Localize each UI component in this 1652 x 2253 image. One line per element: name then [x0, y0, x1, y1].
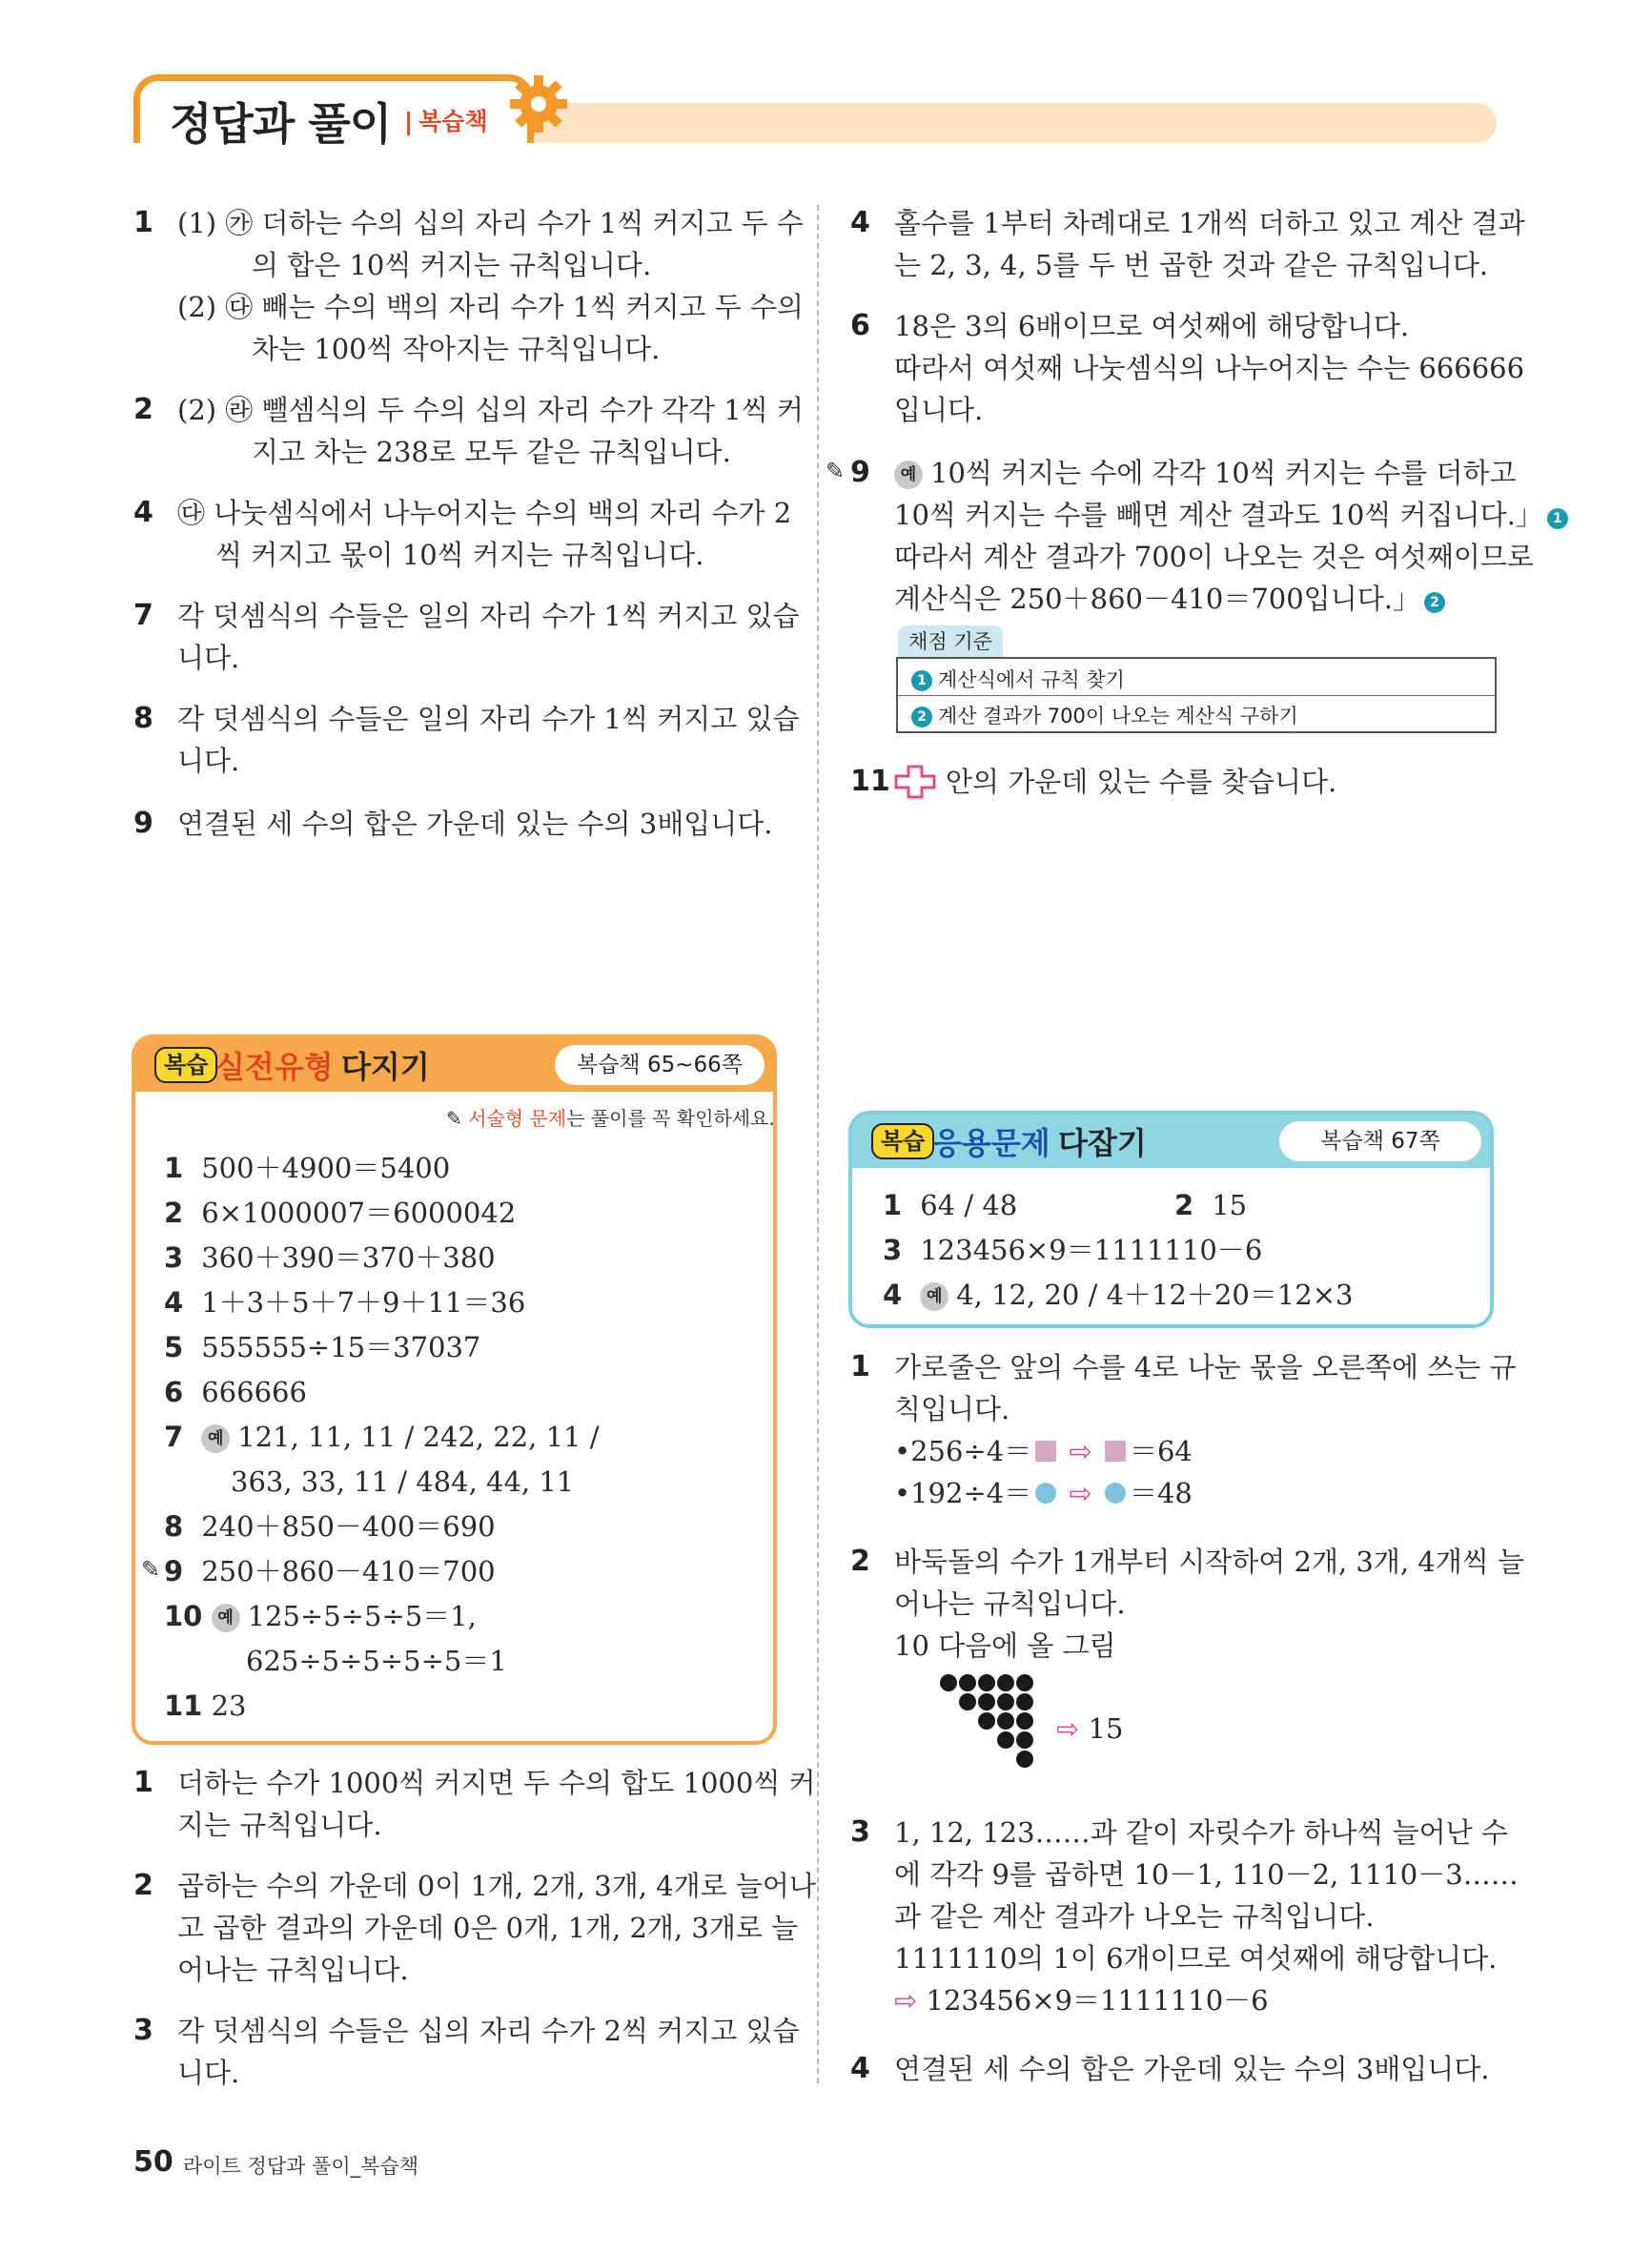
- square-symbol: [1035, 1441, 1056, 1462]
- practice-answer-2: 2 6×1000007＝6000042: [164, 1197, 517, 1229]
- practice-answer-11: 11 23: [164, 1690, 247, 1722]
- criterion-mark-2: 2: [1424, 592, 1445, 613]
- example-badge: 예: [201, 1424, 230, 1453]
- pencil-icon: ✎: [141, 1556, 161, 1583]
- example-badge: 예: [212, 1604, 240, 1632]
- practice-answer-5: 5 555555÷15＝37037: [164, 1331, 481, 1363]
- grading-row-2: 2 계산 결과가 700이 나오는 계산식 구하기: [911, 701, 1298, 729]
- practice-note: ✎ 서술형 문제는 풀이를 꼭 확인하세요.: [446, 1107, 775, 1130]
- stone-result: ⇨ 15: [1056, 1712, 1124, 1745]
- practice-answer-10-cont: 625÷5÷5÷5÷5＝1: [246, 1645, 507, 1677]
- review-badge: 복습: [871, 1123, 934, 1159]
- footer-text: 라이트 정답과 풀이_복습책: [183, 2155, 418, 2178]
- grading-divider: [898, 695, 1495, 696]
- cross-shape-icon: [894, 765, 936, 799]
- practice-answer-8: 8 240＋850－400＝690: [164, 1510, 496, 1543]
- practice-title-a: 실전유형: [215, 1049, 334, 1085]
- grading-row-1: 1 계산식에서 규칙 찾기: [911, 665, 1125, 693]
- circle-symbol: [1035, 1483, 1056, 1504]
- grading-title: 채점 기준: [898, 625, 1003, 658]
- page-number: 50: [133, 2145, 173, 2179]
- applied-answer-2: 2 15: [1174, 1189, 1248, 1221]
- practice-answer-10: 10 예 125÷5÷5÷5＝1,: [164, 1600, 477, 1632]
- applied-title-a: 응용문제: [932, 1125, 1050, 1161]
- arrow-icon: ⇨: [1056, 1712, 1080, 1745]
- pencil-icon: ✎: [446, 1107, 462, 1130]
- applied-answer-3: 3 123456×9＝1111110－6: [883, 1234, 1263, 1266]
- pencil-icon: ✎: [826, 458, 846, 484]
- practice-title-b: 다지기: [341, 1049, 430, 1085]
- column-divider: [817, 205, 819, 2083]
- criterion-mark-1: 1: [1547, 508, 1568, 529]
- practice-answer-3: 3 360＋390＝370＋380: [164, 1241, 496, 1274]
- example-badge: 예: [920, 1282, 948, 1311]
- practice-answer-6: 6 666666: [164, 1376, 307, 1408]
- gear-icon: [507, 72, 570, 135]
- practice-answer-1: 1 500＋4900＝5400: [164, 1152, 451, 1184]
- square-symbol: [1105, 1441, 1126, 1462]
- example-badge: 예: [894, 461, 923, 489]
- practice-page-ref: 복습책 65~66쪽: [555, 1045, 765, 1085]
- page-title: 정답과 풀이: [170, 98, 392, 150]
- page-subtitle: | 복습책: [404, 108, 488, 135]
- grading-table: [896, 657, 1497, 733]
- practice-answer-7: 7 예 121, 11, 11 / 242, 22, 11 /: [164, 1421, 600, 1453]
- applied-page-ref: 복습책 67쪽: [1279, 1121, 1481, 1161]
- practice-answer-9: 9 250＋860－410＝700: [164, 1555, 496, 1587]
- arrow-icon: ⇨: [894, 1984, 918, 2017]
- circle-symbol: [1105, 1483, 1126, 1504]
- review-badge: 복습: [154, 1047, 217, 1083]
- practice-answer-7-cont: 363, 33, 11 / 484, 44, 11: [231, 1465, 575, 1498]
- applied-answer-4: 4 예 4, 12, 20 / 4＋12＋20＝12×3: [883, 1279, 1354, 1311]
- applied-answer-1: 1 64 / 48: [883, 1189, 1018, 1221]
- go-stones-figure: [939, 1673, 1063, 1788]
- arrow-icon: ⇨: [1069, 1435, 1092, 1467]
- arrow-icon: ⇨: [1069, 1477, 1092, 1509]
- applied-title-b: 다잡기: [1058, 1125, 1147, 1161]
- practice-answer-4: 4 1＋3＋5＋7＋9＋11＝36: [164, 1286, 526, 1319]
